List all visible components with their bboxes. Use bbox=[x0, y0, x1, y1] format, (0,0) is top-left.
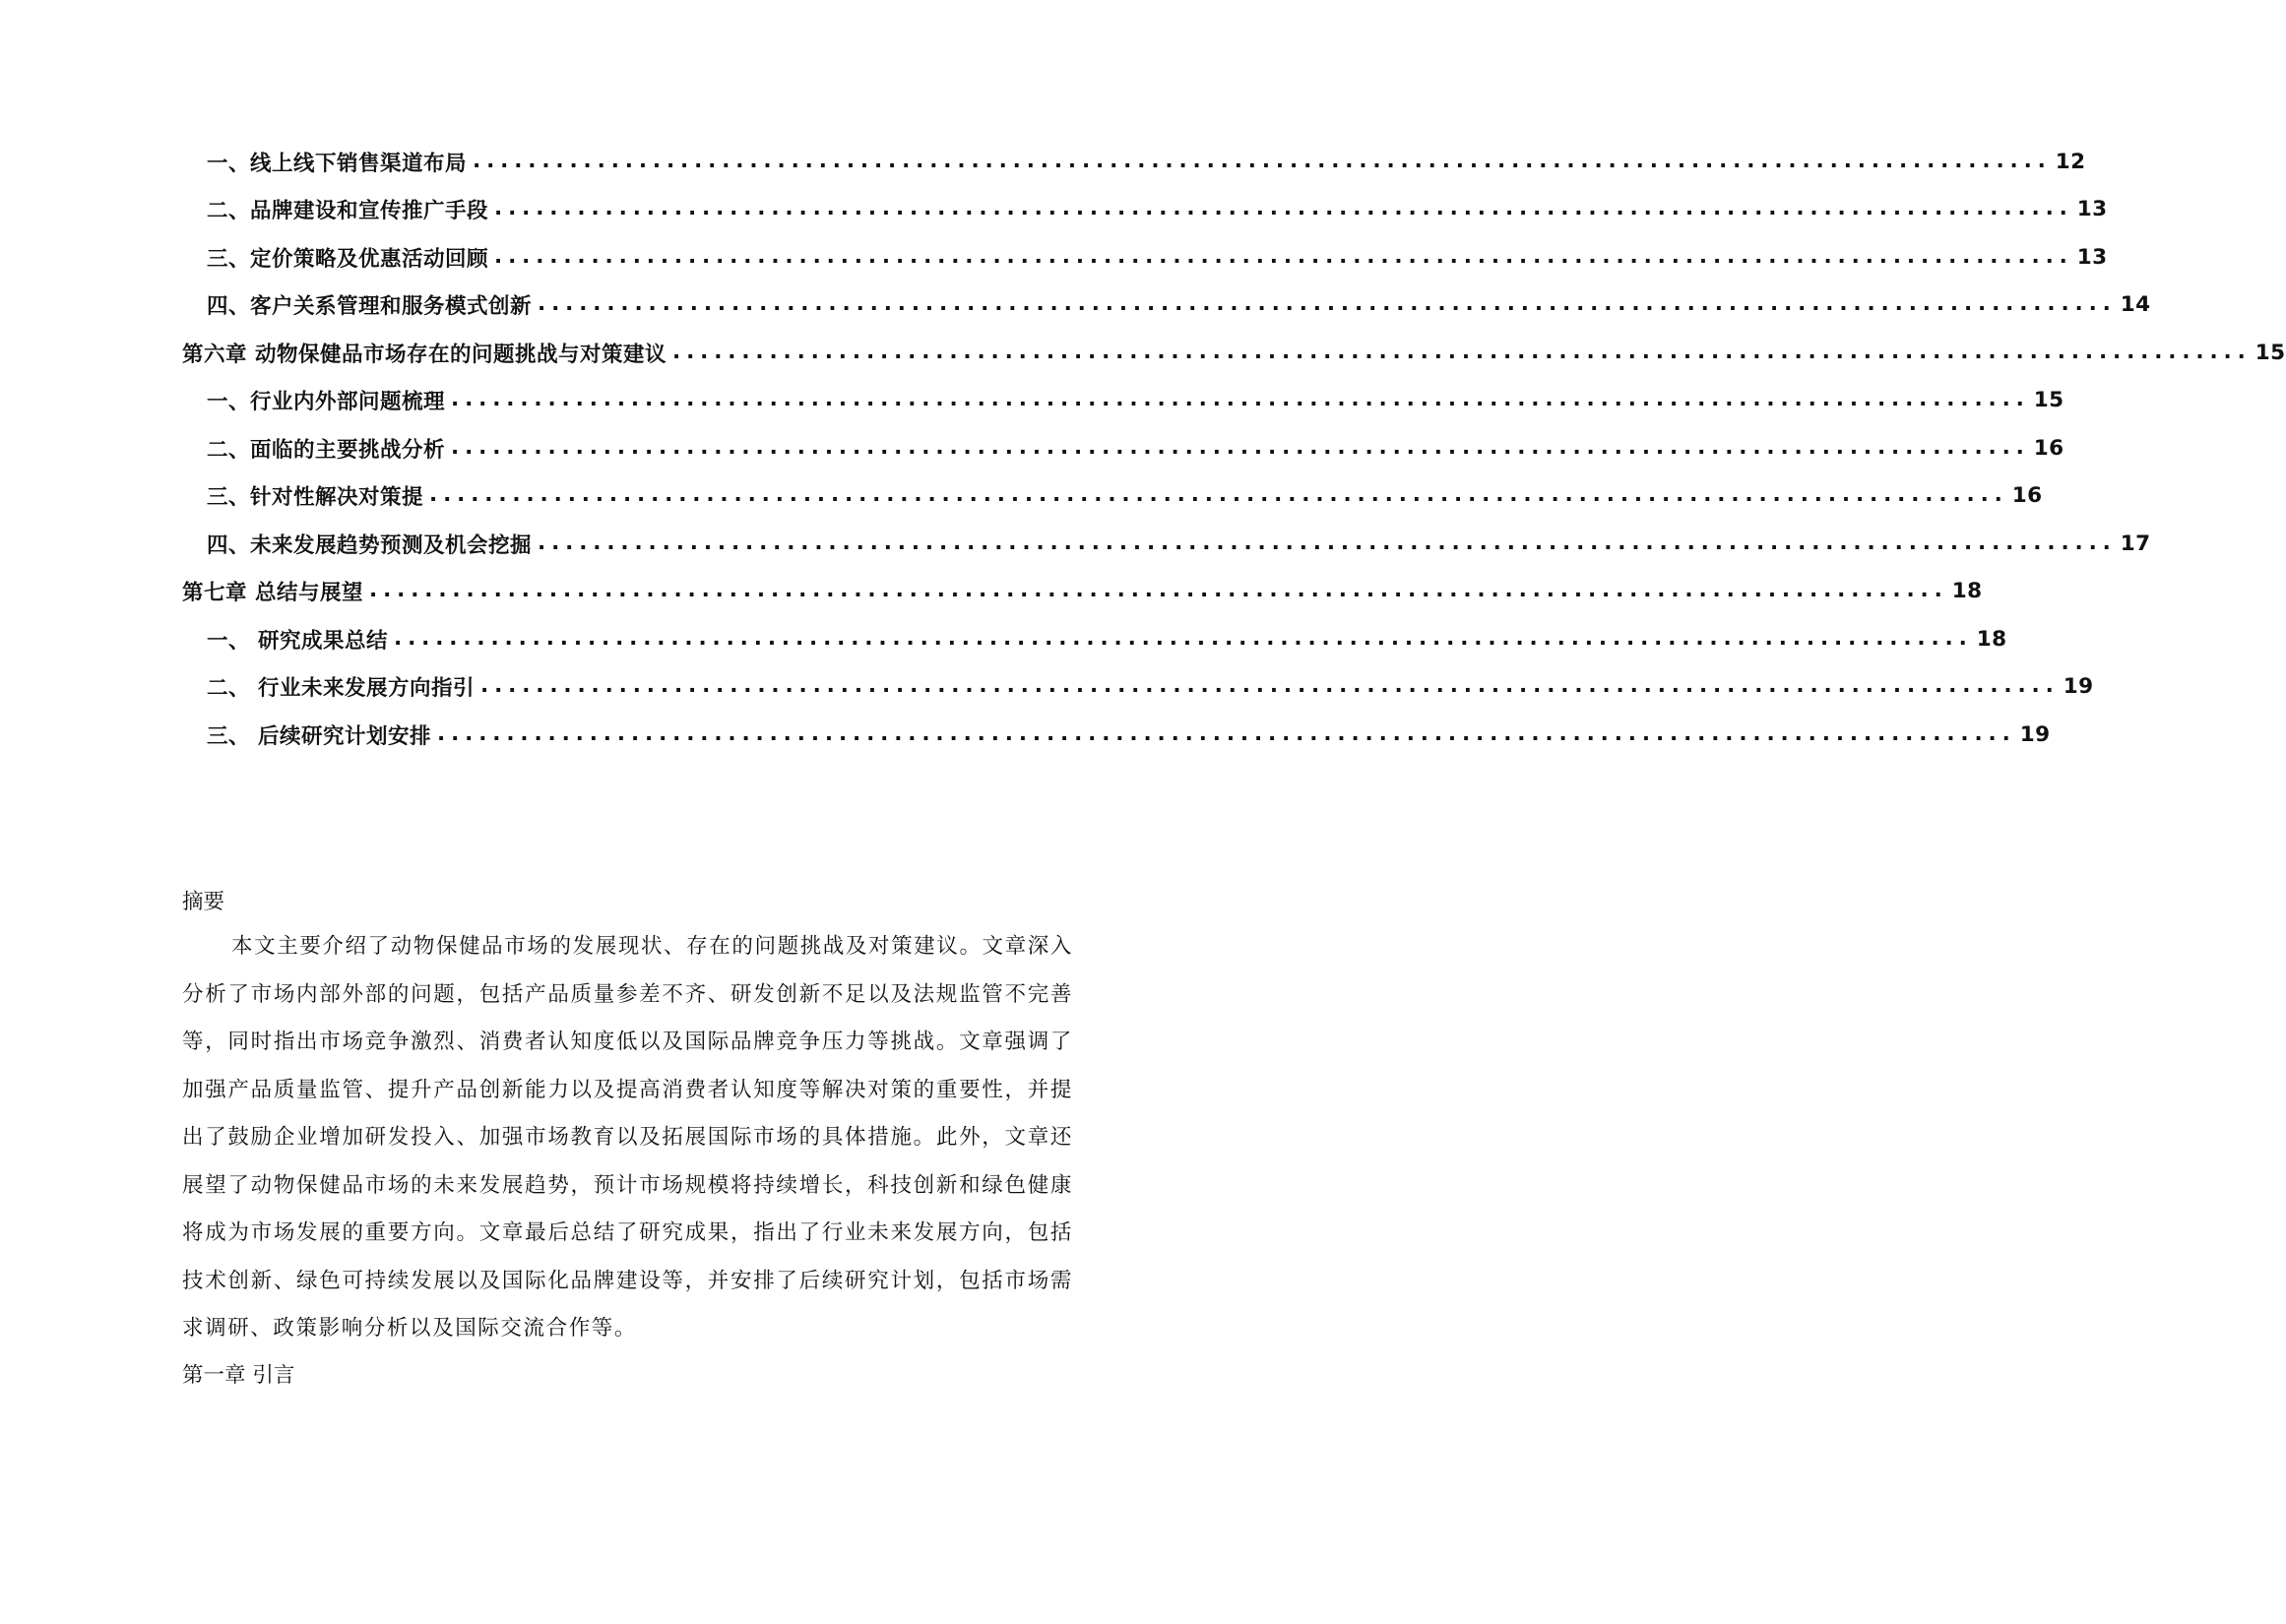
toc-entry-title: 三、定价策略及优惠活动回顾 bbox=[207, 246, 489, 272]
toc-entry-title: 二、 行业未来发展方向指引 bbox=[207, 676, 475, 702]
toc-leader-dots: .................................................................................................................. bbox=[494, 196, 2073, 221]
abstract-section bbox=[182, 882, 1073, 1399]
toc-entry-page: 17 bbox=[2120, 531, 2151, 556]
toc-entry[interactable] bbox=[182, 233, 2108, 281]
toc-entry[interactable] bbox=[182, 711, 2051, 759]
toc-entry[interactable] bbox=[182, 186, 2108, 234]
toc-leader-dots: .................................................................................................................. bbox=[473, 148, 2052, 173]
toc-entry-title: 二、面临的主要挑战分析 bbox=[207, 437, 446, 463]
table-of-contents bbox=[182, 138, 2286, 759]
toc-entry[interactable] bbox=[182, 424, 2064, 472]
toc-entry[interactable] bbox=[182, 615, 2007, 663]
toc-entry-title: 第六章 动物保健品市场存在的问题挑战与对策建议 bbox=[182, 342, 667, 367]
toc-entry-page: 14 bbox=[2120, 292, 2151, 318]
toc-chapter-entry[interactable] bbox=[182, 329, 2286, 377]
toc-leader-dots: .................................................................................................................. bbox=[538, 291, 2117, 317]
chapter-one-heading: 第一章 引言 bbox=[182, 1362, 295, 1388]
toc-entry-page: 13 bbox=[2076, 197, 2108, 222]
toc-leader-dots: .................................................................................................................. bbox=[369, 578, 1948, 603]
toc-entry-page: 18 bbox=[1951, 579, 1983, 604]
toc-entry[interactable] bbox=[182, 281, 2151, 330]
toc-entry[interactable] bbox=[182, 377, 2064, 425]
toc-entry-page: 19 bbox=[2063, 674, 2094, 700]
toc-entry-page: 15 bbox=[2254, 340, 2286, 365]
toc-entry[interactable] bbox=[182, 520, 2151, 568]
toc-entry-title: 三、 后续研究计划安排 bbox=[207, 723, 431, 749]
toc-chapter-entry[interactable] bbox=[182, 568, 1983, 616]
toc-entry-title: 第七章 总结与展望 bbox=[182, 581, 363, 606]
toc-entry-title: 四、客户关系管理和服务模式创新 bbox=[207, 294, 533, 320]
toc-leader-dots: .................................................................................................................. bbox=[429, 482, 2008, 508]
toc-entry-page: 15 bbox=[2033, 388, 2064, 413]
toc-leader-dots: .................................................................................................................. bbox=[394, 625, 1973, 651]
toc-entry-page: 19 bbox=[2019, 721, 2051, 747]
toc-leader-dots: .................................................................................................................. bbox=[451, 387, 2030, 412]
abstract-heading: 摘要 bbox=[182, 890, 225, 914]
toc-entry-page: 16 bbox=[2033, 435, 2064, 461]
toc-entry-title: 四、未来发展趋势预测及机会挖掘 bbox=[207, 532, 533, 558]
toc-entry[interactable] bbox=[182, 472, 2043, 521]
abstract-body: 本文主要介绍了动物保健品市场的发展现状、存在的问题挑战及对策建议。文章深入分析了市场内部外部的问题，包括产品质量参差不齐、研发创新不足以及法规监管不完善等，同时指出市场竞争激烈、消费者认知度低以及国际品牌竞争压力等挑战。文章强调了加强产品质量监管、提升产品创新能力以及提高消费者认知度等解决对策的重要性，并提出了鼓励企业增加研发投入、加强市场教育以及拓展国际市场的具体措施。此外，文章还展望了动物保健品市场的未来发展趋势，预计市场规模将持续增长，科技创新和绿色健康将成为市场发展的重要方向。文章最后总结了研究成果，指出了行业未来发展方向，包括技术创新、绿色可持续发展以及国际化品牌建设等，并安排了后续研究计划，包括市场需求调研、政策影响分析以及国际交流合作等。 bbox=[182, 934, 1073, 1341]
toc-entry-page: 18 bbox=[1976, 626, 2007, 652]
toc-leader-dots: .................................................................................................................. bbox=[451, 434, 2030, 460]
toc-entry-title: 二、品牌建设和宣传推广手段 bbox=[207, 199, 489, 224]
toc-entry-page: 12 bbox=[2055, 149, 2086, 174]
toc-leader-dots: .................................................................................................................. bbox=[437, 720, 2016, 746]
toc-entry-page: 16 bbox=[2011, 483, 2043, 509]
toc-entry-page: 13 bbox=[2076, 244, 2108, 270]
toc-entry[interactable] bbox=[182, 138, 2086, 186]
toc-leader-dots: .................................................................................................................. bbox=[480, 673, 2060, 699]
toc-entry[interactable] bbox=[182, 663, 2094, 712]
toc-entry-title: 一、线上线下销售渠道布局 bbox=[207, 151, 468, 176]
toc-entry-title: 三、针对性解决对策提 bbox=[207, 485, 424, 511]
toc-leader-dots: .................................................................................................................. bbox=[494, 243, 2073, 269]
toc-leader-dots: .................................................................................................................. bbox=[672, 339, 2252, 364]
toc-entry-title: 一、行业内外部问题梳理 bbox=[207, 390, 446, 415]
toc-leader-dots: .................................................................................................................. bbox=[538, 530, 2117, 555]
toc-entry-title: 一、 研究成果总结 bbox=[207, 628, 388, 654]
